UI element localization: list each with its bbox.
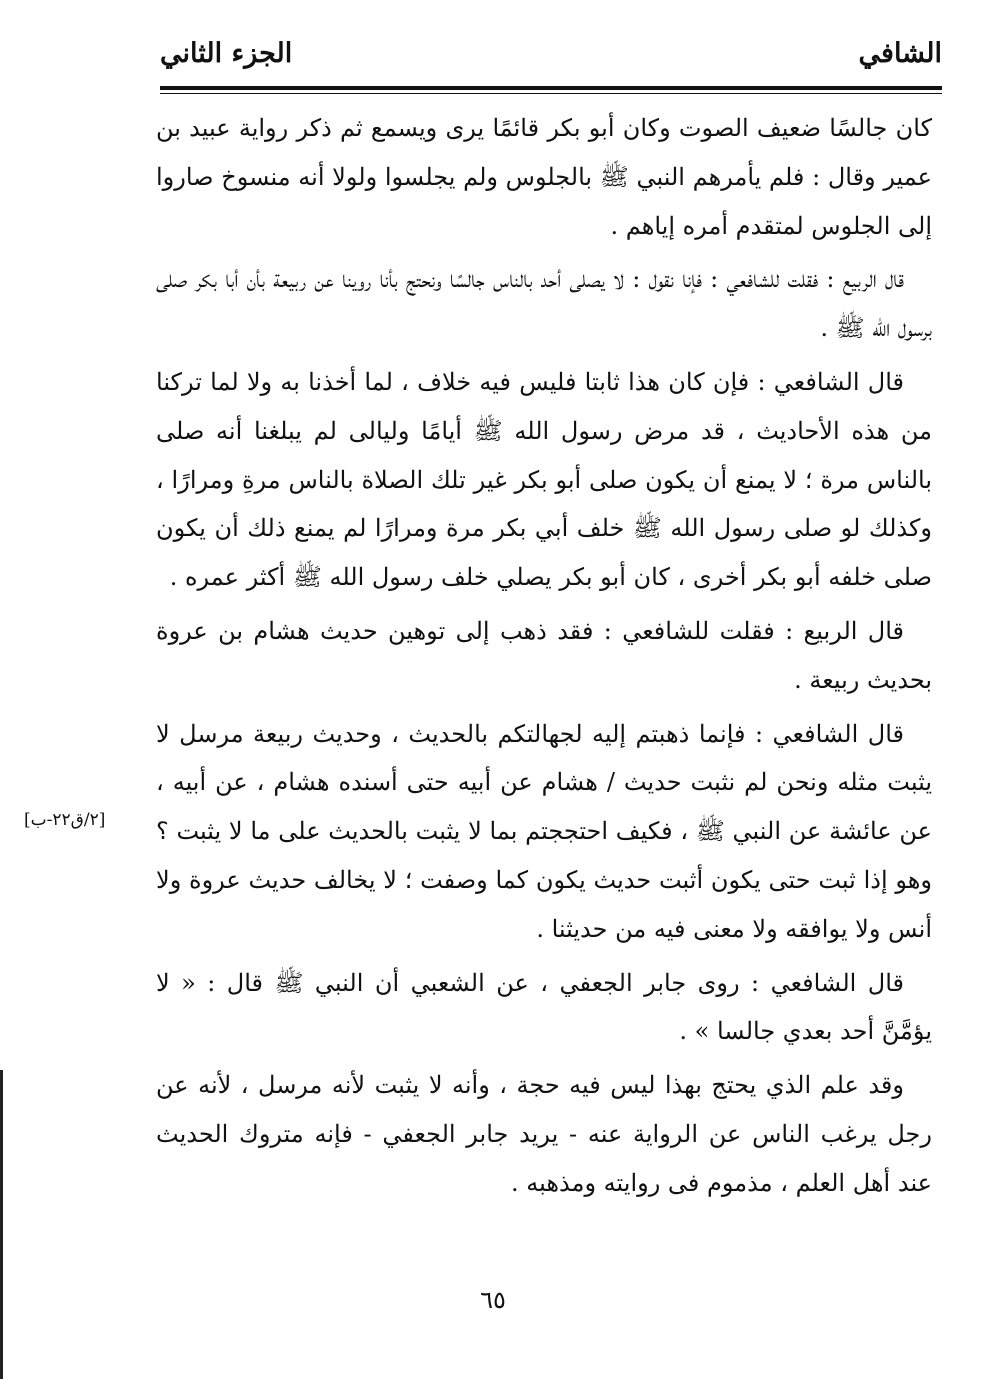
page-edge-shadow <box>0 1070 3 1379</box>
header-rule-thin <box>160 93 942 94</box>
paragraph: قال الربيع : فقلت للشافعي : فإنا نقول : لا يصلى أحد بالناس جالسًا ونحتج بأنا روينا عن ربيعة بأن أبا بكر صلى برسول الله ﷺ . <box>156 265 932 343</box>
header-rule <box>160 86 942 90</box>
book-title: الشافي <box>858 38 942 69</box>
paragraph: قال الشافعي : روى جابر الجعفي ، عن الشعبي أن النبي ﷺ قال : « لا يؤمَّنَّ أحد بعدي جالسا » . <box>156 968 932 1046</box>
volume-title: الجزء الثاني <box>160 38 293 69</box>
paragraph: قال الشافعي : فإنما ذهبتم إليه لجهالتكم بالحديث ، وحديث ربيعة مرسل لا يثبت مثله ونحن لم نثبت حديث / هشام عن أبيه حتى أسنده هشام ، عن أبيه ، عن عائشة عن النبي ﷺ ، فكيف احتججتم بما لا يثبت بالحديث على ما لا يثبت ؟ وهو إذا ثبت حتى يكون أثبت حديث يكون كما وصفت ؛ لا يخالف حديث عروة ولا أنس ولا يوافقه ولا معنى فيه من حديثنا . <box>156 719 932 943</box>
paragraph: قال الشافعي : فإن كان هذا ثابتا فليس فيه خلاف ، لما أخذنا به ولا لما تركنا من هذه الأحاديث ، قد مرض رسول الله ﷺ أيامًا وليالى لم يبلغنا أنه صلى بالناس مرة ؛ لا يمنع أن يكون صلى أبو بكر غير تلك الصلاة بالناس مرةِ ومرارًا ، وكذلك لو صلى رسول الله ﷺ خلف أبي بكر مرة ومرارًا لم يمنع ذلك أن يكون صلى خلفه أبو بكر أخرى ، كان أبو بكر يصلي خلف رسول الله ﷺ أكثر عمره . <box>156 367 932 592</box>
paragraph: قال الربيع : فقلت للشافعي : فقد ذهب إلى توهين حديث هشام بن عروة بحديث ربيعة . <box>156 616 932 694</box>
page-number: ٦٥ <box>480 1286 506 1314</box>
running-header <box>160 36 942 84</box>
main-text <box>156 104 932 1213</box>
manuscript-folio-note: [٢/ق٢٢-ب] <box>24 810 106 830</box>
paragraph: وقد علم الذي يحتج بهذا ليس فيه حجة ، وأنه لا يثبت لأنه مرسل ، لأنه عن رجل يرغب الناس عن الرواية عنه - يريد جابر الجعفي - فإنه متروك الحديث عند أهل العلم ، مذموم فى روايته ومذهبه . <box>156 1071 932 1197</box>
paragraph: كان جالسًا ضعيف الصوت وكان أبو بكر قائمًا يرى ويسمع ثم ذكر رواية عبيد بن عمير وقال : فلم يأمرهم النبي ﷺ بالجلوس ولم يجلسوا ولولا أنه منسوخ صاروا إلى الجلوس لمتقدم أمره إياهم . <box>156 114 932 240</box>
